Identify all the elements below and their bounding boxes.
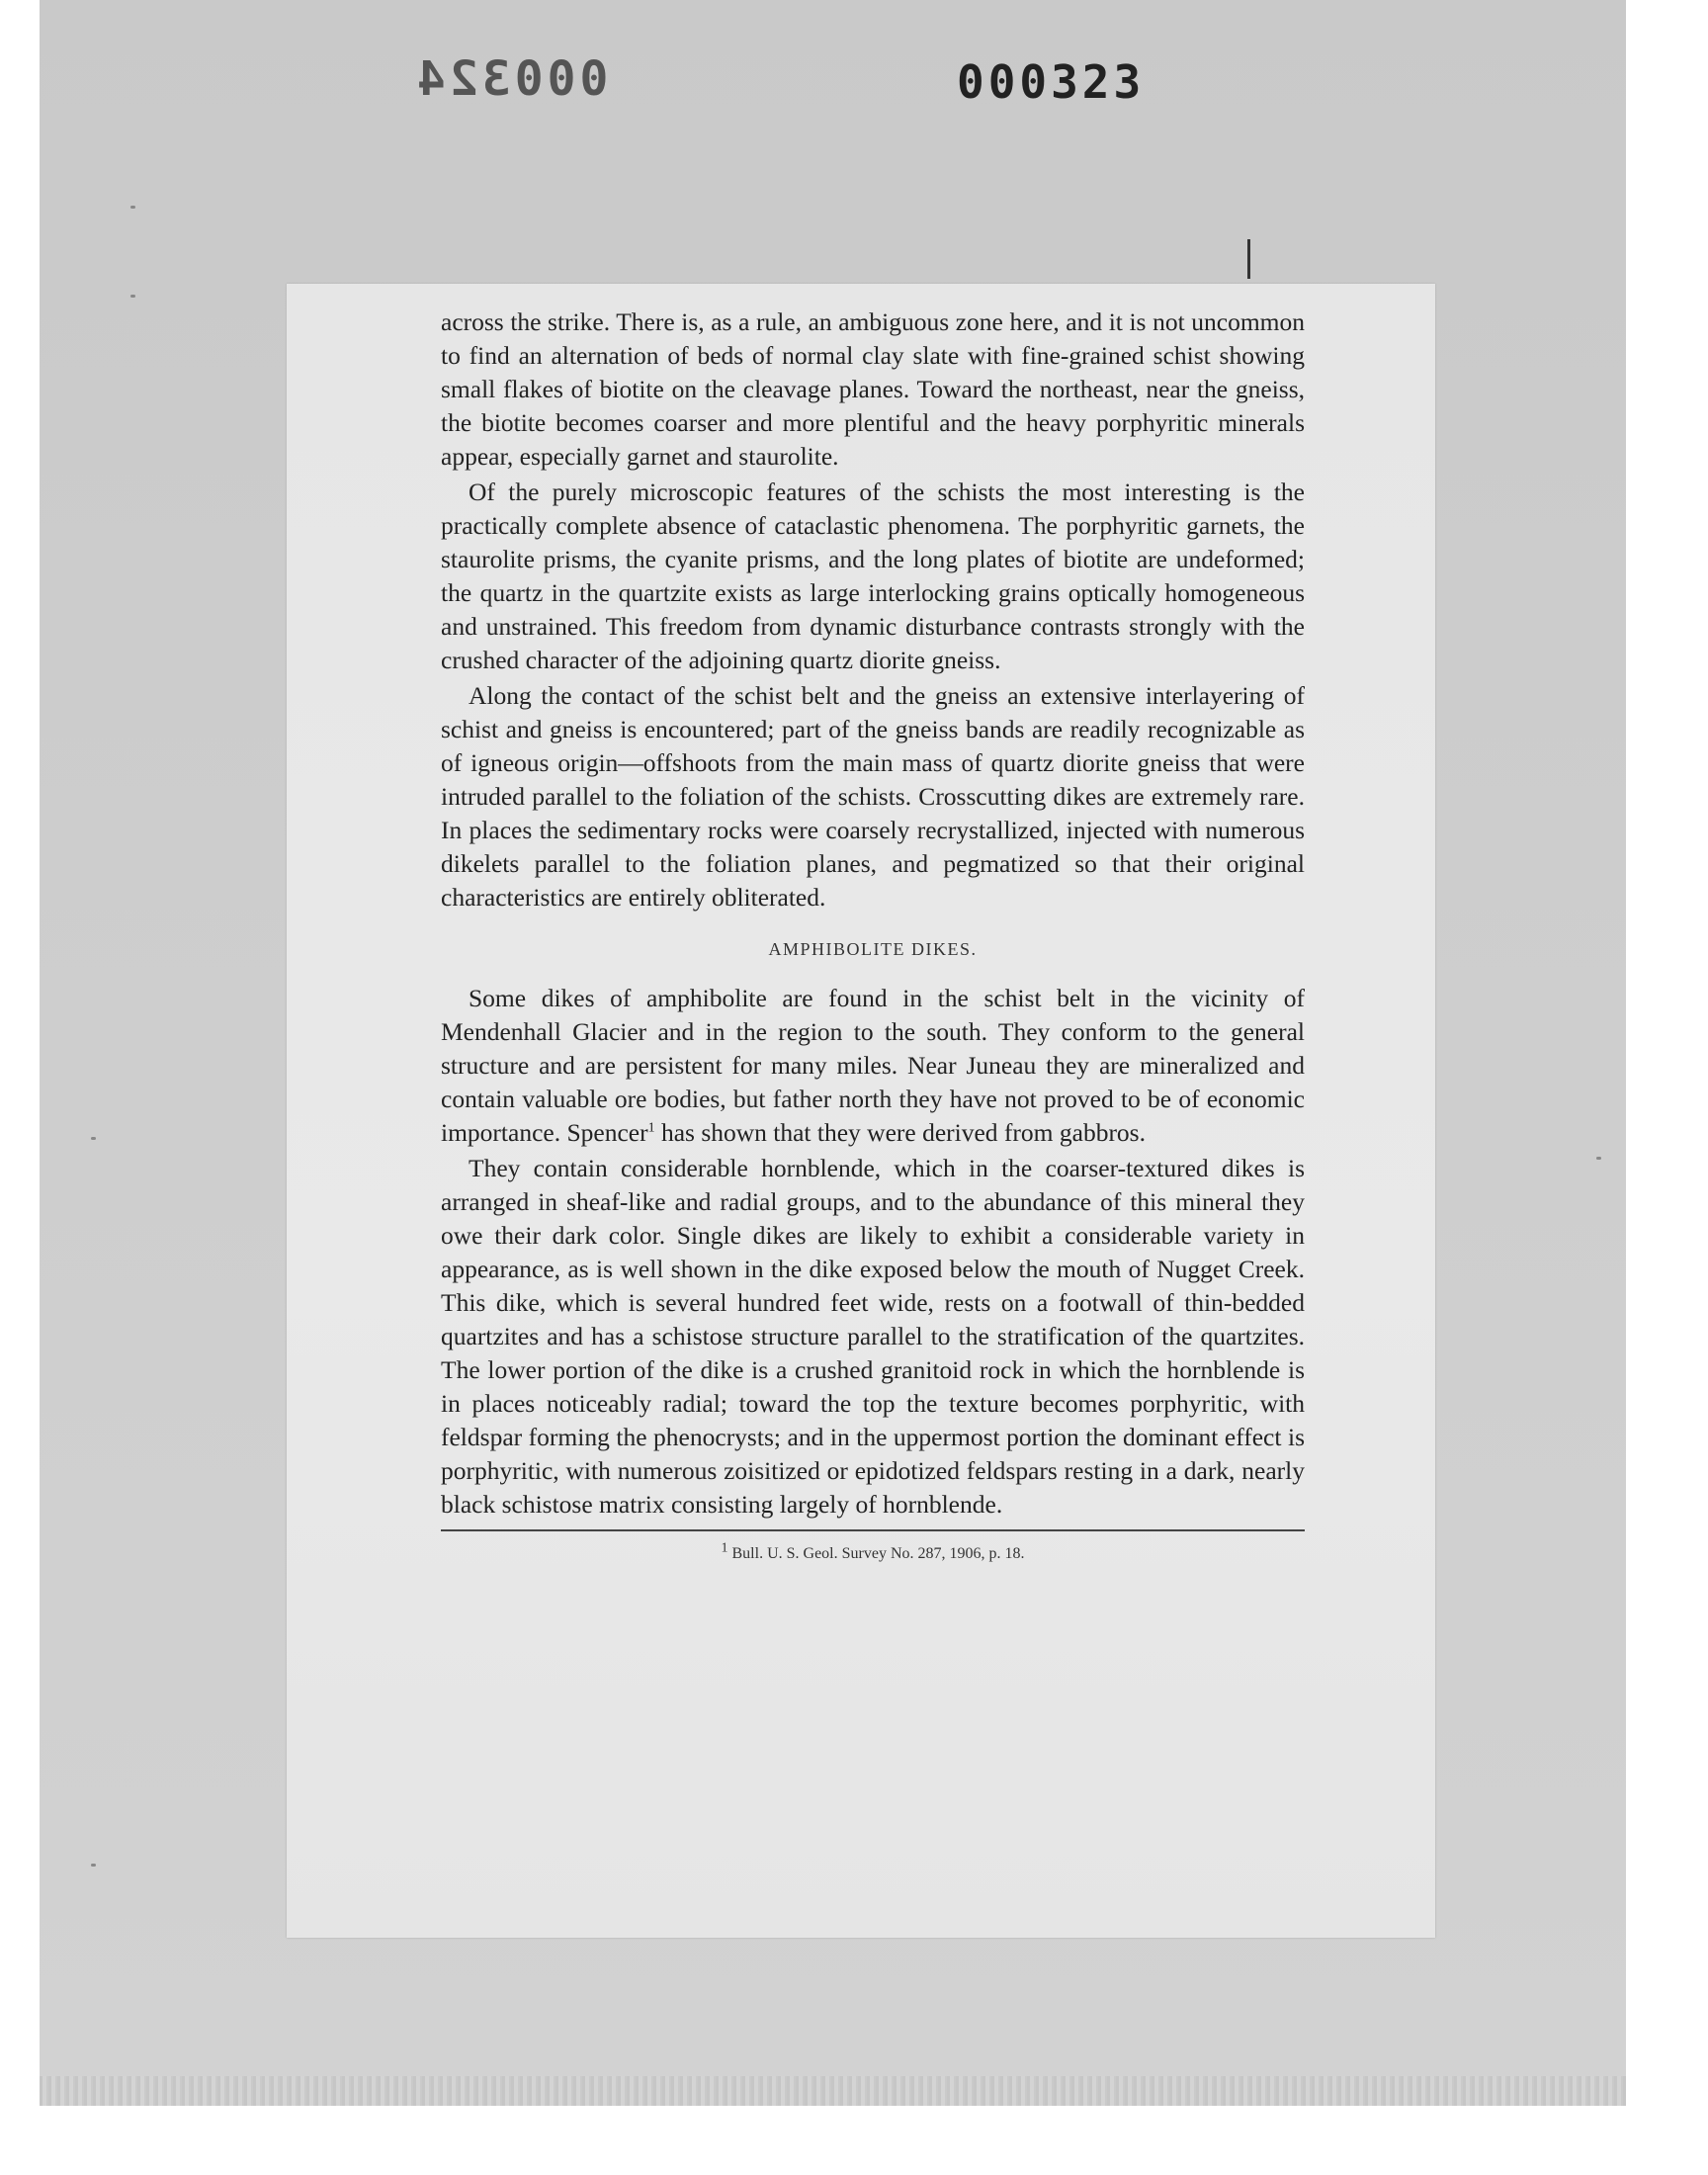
scan-speck <box>91 1864 96 1867</box>
margin-tick-mark <box>1247 239 1250 279</box>
paragraph <box>441 982 1305 1150</box>
scan-speck <box>91 1137 96 1140</box>
scan-speck <box>130 206 135 209</box>
section-heading: AMPHIBOLITE DIKES. <box>768 939 978 959</box>
footnote-divider <box>441 1529 1305 1531</box>
paragraph-text: has shown that they were derived from gabbros. <box>654 1118 1146 1147</box>
paragraph: They contain considerable hornblende, which in the coarser-textured dikes is arranged in sheaf-like and radial groups, and to the abundance of this mineral they owe their dark color. Single dikes are likely to exhibit a considerable variety in appearance, as is well shown in the dike exposed below the mouth of Nugget Creek. This dike, which is several hundred feet wide, rests on a footwall of thin-bedded quartzites and has a schistose structure parallel to the stratification of the quartzites. The lower portion of the dike is a crushed granitoid rock in which the hornblende is in places noticeably radial; toward the top the texture becomes porphyritic, with feldspar forming the phenocrysts; and in the uppermost portion the dominant effect is porphyritic, with numerous zoisitized or epidotized feldspars resting in a dark, nearly black schistose matrix consisting largely of hornblende. <box>441 1154 1305 1519</box>
footnote-text: Bull. U. S. Geol. Survey No. 287, 1906, p. 18. <box>731 1545 1025 1562</box>
scan-speck <box>130 295 135 298</box>
scan-edge-artifact <box>40 2076 1626 2106</box>
page-stamp: 000323 <box>957 55 1146 109</box>
paragraph-text: Some dikes of amphibolite are found in the schist belt in the vicinity of Mendenhall Glacier and in the region to the south. They conform to the general structure and are persistent for many miles. Near Juneau they are mineralized and contain valuable ore bodies, but father north they have not proved to be of economic importance. Spencer <box>441 984 1305 1147</box>
paragraph: Of the purely microscopic features of the schists the most interesting is the practically complete absence of cataclastic phenomena. The porphyritic garnets, the staurolite prisms, the cyanite prisms, and the long plates of biotite are undeformed; the quartz in the quartzite exists as large interlocking grains optically homogeneous and unstrained. This freedom from dynamic disturbance contrasts strongly with the crushed character of the adjoining quartz diorite gneiss. <box>441 478 1305 674</box>
paragraph: Along the contact of the schist belt and the gneiss an extensive interlayering of schist and gneiss is encountered; part of the gneiss bands are readily recognizable as of igneous origin—offshoots from the main mass of quartz diorite gneiss that were intruded parallel to the foliation of the schists. Crosscutting dikes are extremely rare. In places the sedimentary rocks were coarsely recrystallized, injected with numerous dikelets parallel to the foliation planes, and pegmatized so that their original characteristics are entirely obliterated. <box>441 681 1305 912</box>
footnote <box>441 1537 1305 1571</box>
document-page <box>287 284 1435 1938</box>
mirrored-page-stamp: 000324 <box>413 51 609 107</box>
footnote-mark: 1 <box>721 1540 728 1556</box>
scan-speck <box>1596 1157 1601 1160</box>
body-text <box>441 305 1305 1571</box>
footnote-reference: 1 <box>647 1120 655 1136</box>
paragraph: across the strike. There is, as a rule, an ambiguous zone here, and it is not uncommon to find an alternation of beds of normal clay slate with fine-grained schist showing small flakes of biotite on the cleavage planes. Toward the northeast, near the gneiss, the biotite becomes coarser and more plentiful and the heavy porphyritic minerals appear, especially garnet and staurolite. <box>441 307 1305 471</box>
